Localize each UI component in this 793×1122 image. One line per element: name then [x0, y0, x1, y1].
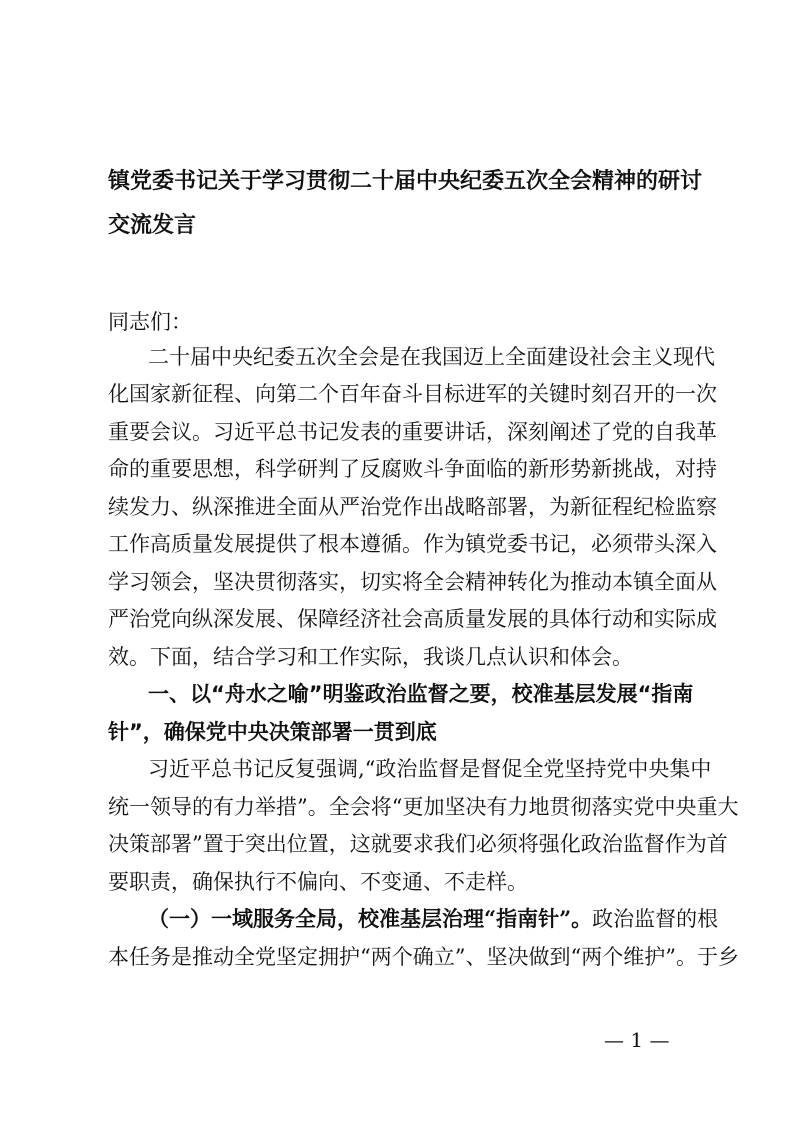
- text-line: 本任务是推动全党坚定拥护“两个确立”、坚决做到“两个维护”。于乡: [108, 945, 739, 969]
- text-line: 化国家新征程、向第二个百年奋斗目标进军的关键时刻召开的一次: [108, 382, 717, 406]
- text-line: 重要会议。习近平总书记发表的重要讲话，深刻阐述了党的自我革: [108, 420, 717, 444]
- subheading-lead: （一）一域服务全局，校准基层治理“指南针”。: [148, 906, 593, 931]
- text-line: 统一领导的有力举措”。全会将“更加坚决有力地贯彻落实党中央重大: [108, 795, 739, 819]
- heading-line: 针”，确保党中央决策部署一贯到底: [108, 720, 437, 744]
- text-line: 效。下面，结合学习和工作实际，我谈几点认识和体会。: [108, 645, 633, 669]
- document-title-line-1: 镇党委书记关于学习贯彻二十届中央纪委五次全会精神的研讨: [108, 169, 703, 194]
- text-line: 决策部署”置于突出位置，这就要求我们必须将强化政治监督作为首: [108, 832, 728, 856]
- text-line: 工作高质量发展提供了根本遵循。作为镇党委书记，必须带头深入: [108, 532, 717, 556]
- text-line: [148, 905, 719, 933]
- text-line: 续发力、纵深推进全面从严治党作出战略部署，为新征程纪检监察: [108, 495, 717, 519]
- text-line: 命的重要思想，科学研判了反腐败斗争面临的新形势新挑战，对持: [108, 457, 717, 481]
- heading-line: 一、以“舟水之喻”明鉴政治监督之要，校准基层发展“指南: [148, 682, 694, 706]
- text-segment: 政治监督的根: [592, 907, 719, 931]
- text-line: 学习领会，坚决贯彻落实，切实将全会精神转化为推动本镇全面从: [108, 570, 717, 594]
- text-line: 二十届中央纪委五次全会是在我国迈上全面建设社会主义现代: [148, 345, 715, 369]
- text-line: 严治党向纵深发展、保障经济社会高质量发展的具体行动和实际成: [108, 607, 717, 631]
- text-line: 习近平总书记反复强调,“政治监督是督促全党坚持党中央集中: [148, 757, 712, 781]
- document-title-line-2: 交流发言: [108, 213, 197, 238]
- salutation: 同志们：: [108, 310, 192, 334]
- text-line: 要职责，确保执行不偏向、不变通、不走样。: [108, 870, 528, 894]
- page-number: — 1 —: [604, 1028, 670, 1052]
